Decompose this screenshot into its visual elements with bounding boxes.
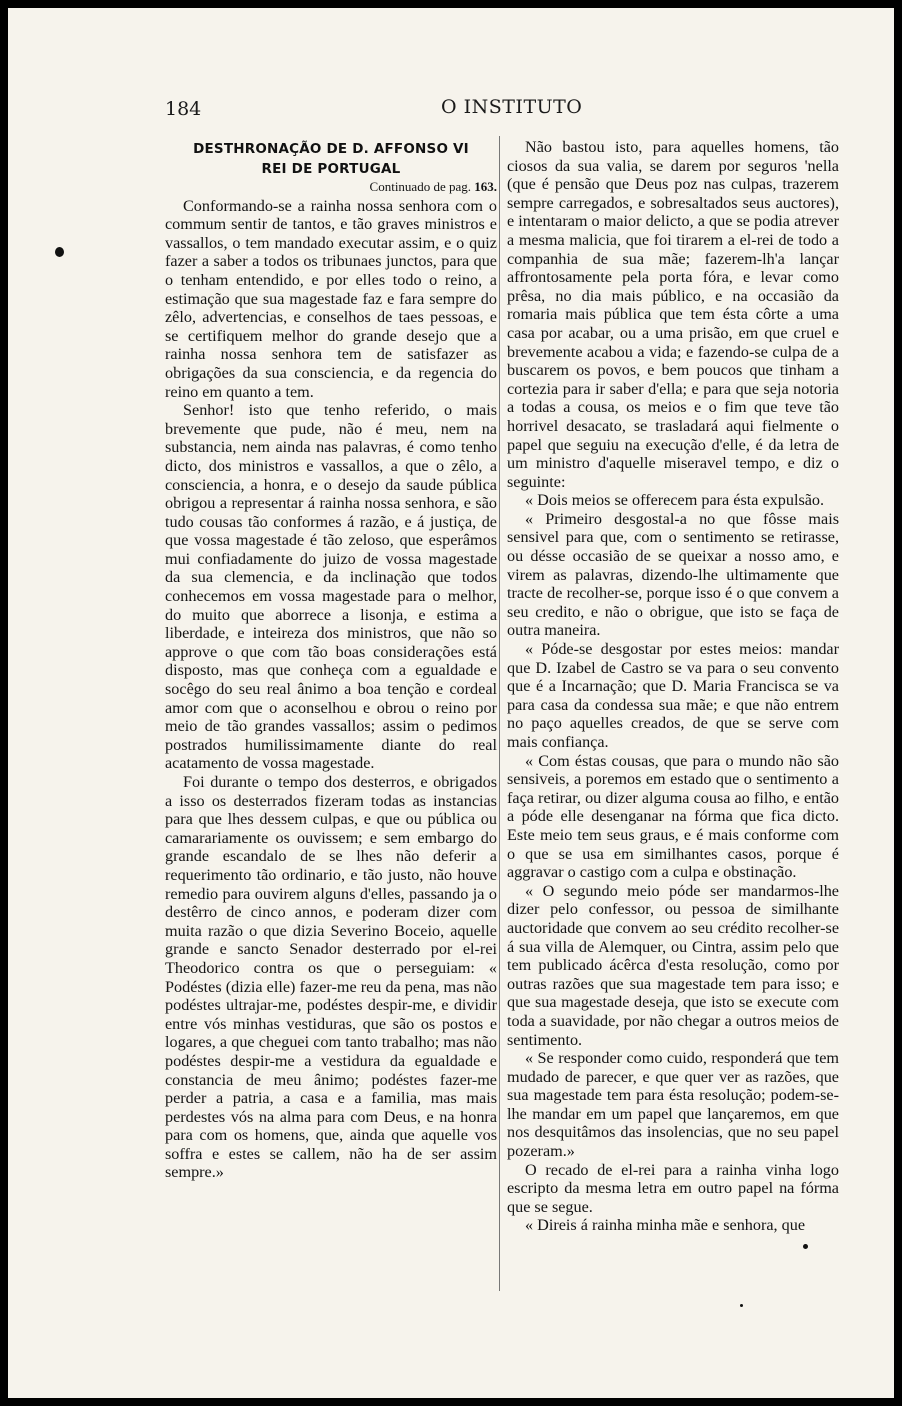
right-paragraph: « Direis á rainha minha mãe e senhora, que [525,1216,806,1235]
right-paragraph: « O segundo meio póde ser mandarmos-lhe dizer pelo confessor, ou pessoa de similhante auctoridade que convem ao seu crédito recolher-se á sua villa de Alemquer, ou Cintra, assim pelo que tem publicado ácêrca d'esta resolução, como por outras razões que sua magestade tem para isso; e que sua magestade deseja, que isto se execute com toda a suavidade, por não chegar a outros meios de sentimento. [507,881,839,1049]
right-column [507,138,839,1235]
article-title-line-2: REI DE PORTUGAL [261,161,401,177]
right-paragraph: Não bastou isto, para aquelles homens, tão ciosos da sua valia, se darem por seguros 'nella (que é pensão que Deus poz nas culpas, trazerem sempre carregados, e sobresaltados seus auctores), e intentaram o maior delicto, a que se podia atrever a mesma malicia, que foi tirarem a el-rei de todo a companhia de sua mãe; fazerem-lh'a lançar affrontosamente pela porta fóra, e levar como prêsa, no dia mais público, e na occasião da romaria mais pública que tem ésta côrte a uma casa por acabar, ou a uma prisão, em que cruel e brevemente acabou a vida; e fazendo-se culpa de a buscarem os povos, e bem poucos que tinham a cortezia para ir saber d'ella; e para que seja notoria a todas a cousa, os meios e o fim que teve tão horrivel desacato, se trasladará aqui fielmente o papel que seguiu na execução d'elle, é da letra de um ministro d'aquelle miseravel tempo, e diz o seguinte: [507,138,839,491]
running-title: O INSTITUTO [441,96,583,118]
column-divider [499,136,500,1291]
continued-page: 163. [474,179,497,194]
right-paragraph: « Se responder como cuido, responderá que tem mudado de parecer, e que quer ver as razões, que sua magestade tem para ésta resolução; podem-se-lhe mandar em um papel que lançaremos, em que nos desquitâmos das insolencias, que no seu papel pozeram.» [507,1049,839,1161]
left-paragraph: Senhor! isto que tenho referido, o mais brevemente que pude, não é meu, nem na substancia, nem ainda nas palavras, é como tenho dicto, dos ministros e vassallos, a que o zêlo, a consciencia, a honra, e o desejo da saude pública obrigou a representar á rainha nossa senhora, e são tudo cousas tão conformes á razão, e á justiça, de que vossa magestade é tão zeloso, que esperâmos mui confiadamente do juizo de vossa magestade da sua clemencia, e da inclinação que todos conhecemos em vossa magestade para o melhor, do muito que aborrece a lisonja, e estima a liberdade, e inteireza dos ministros, que não so approve o que com tão boas considerações está disposto, mas que conheça com a egualdade e socêgo do seu real ânimo a boa tenção e cordeal amor com que o aconselhou e obrou o reino por meio de tão grandes vassallos; assim o pedimos postrados humilissimamente diante do real acatamento de vossa magestade. [165,401,497,773]
right-paragraph: « Póde-se desgostar por estes meios: mandar que D. Izabel de Castro se va para o seu convento que é a Incarnação; que D. Maria Francisca se va para casa da condessa sua mãe; e que não entrem no paço aquelles creados, de que se serve com mais confiança. [507,640,839,751]
left-column [165,138,497,1182]
right-paragraph: O recado de el-rei para a rainha vinha logo escripto da mesma letra em outro papel na fórma que se segue. [507,1160,839,1216]
left-paragraph: Conformando-se a rainha nossa senhora com o commum sentir de tantos, e tão graves ministros e vassallos, o tem mandado executar assim, e o quiz fazer a saber a todos os tribunaes junctos, para que o tenham entendido, e por elles todo o reino, a estimação que sua magestade faz e fara sempre do zêlo, advertencias, e conselhos de taes pessoas, e se certifiquem melhor do grande desejo que a rainha nossa senhora tem de satisfazer as obrigações da sua consciencia, e da regencia do reino em quanto a tem. [165,196,497,401]
ink-spot [740,1304,743,1307]
ink-spot [55,247,64,257]
right-paragraph: « Com éstas cousas, que para o mundo não são sensiveis, a poremos em estado que o sentimento a faça retirar, ou dizer alguma cousa ao filho, e então a póde elle desenganar na fórma que fica dicto. Este meio tem seus graus, e é mais conforme com o que se usa em similhantes casos, porque é aggravar o castigo com a culpa e obstinação. [507,751,839,882]
right-paragraph: « Dois meios se offerecem para ésta expulsão. [525,491,825,510]
document-page [8,8,894,1398]
continued-note [165,178,497,197]
right-paragraph: « Primeiro desgostal-a no que fôsse mais sensivel para que, com o sentimento se retirasse, ou désse occasião de se queixar a nosso amo, e virem as palavras, dizendo-lhe ultimamente que tracte de recolher-se, porque isso é o que convem a seu credito, e não o obrigue, que isto se faça de outra maneira. [507,509,839,640]
ink-spot [803,1244,808,1249]
page-number: 184 [165,98,202,120]
left-paragraph: Foi durante o tempo dos desterros, e obrigados a isso os desterrados fizeram todas as instancias para que lhes dessem culpas, e que ou pública ou camarariamente os ouvissem; e sem embargo do grande escandalo de se lhes não deferir a requerimento tão ordinario, e tão justo, não houve remedio para ouvirem alguns d'elles, passando ja o destêrro de cinco annos, e poderam dizer com muita razão o que dizia Severino Boceio, aquelle grande e sancto Senador desterrado por el-rei Theodorico contra os que o perseguiam: « Podéstes (dizia elle) fazer-me reu da pena, mas não podéstes ultrajar-me, podéstes despir-me, e dividir entre vós minhas vestiduras, que são os postos e logares, a que cheguei com tanto trabalho; mas não podéstes despir-me a vestidura da egualdade e constancia de meu ânimo; podéstes fazer-me perder a patria, a casa e a familia, mas mais perdestes vós na alma para com Deus, e na honra para com os homens, que, ainda que aquelle vos soffra e estes se callem, não ha de ser assim sempre.» [165,773,497,1182]
article-title-line-1: DESTHRONAÇÃO DE D. AFFONSO VI [193,141,469,157]
continued-prefix: Continuado de pag. [369,179,475,194]
